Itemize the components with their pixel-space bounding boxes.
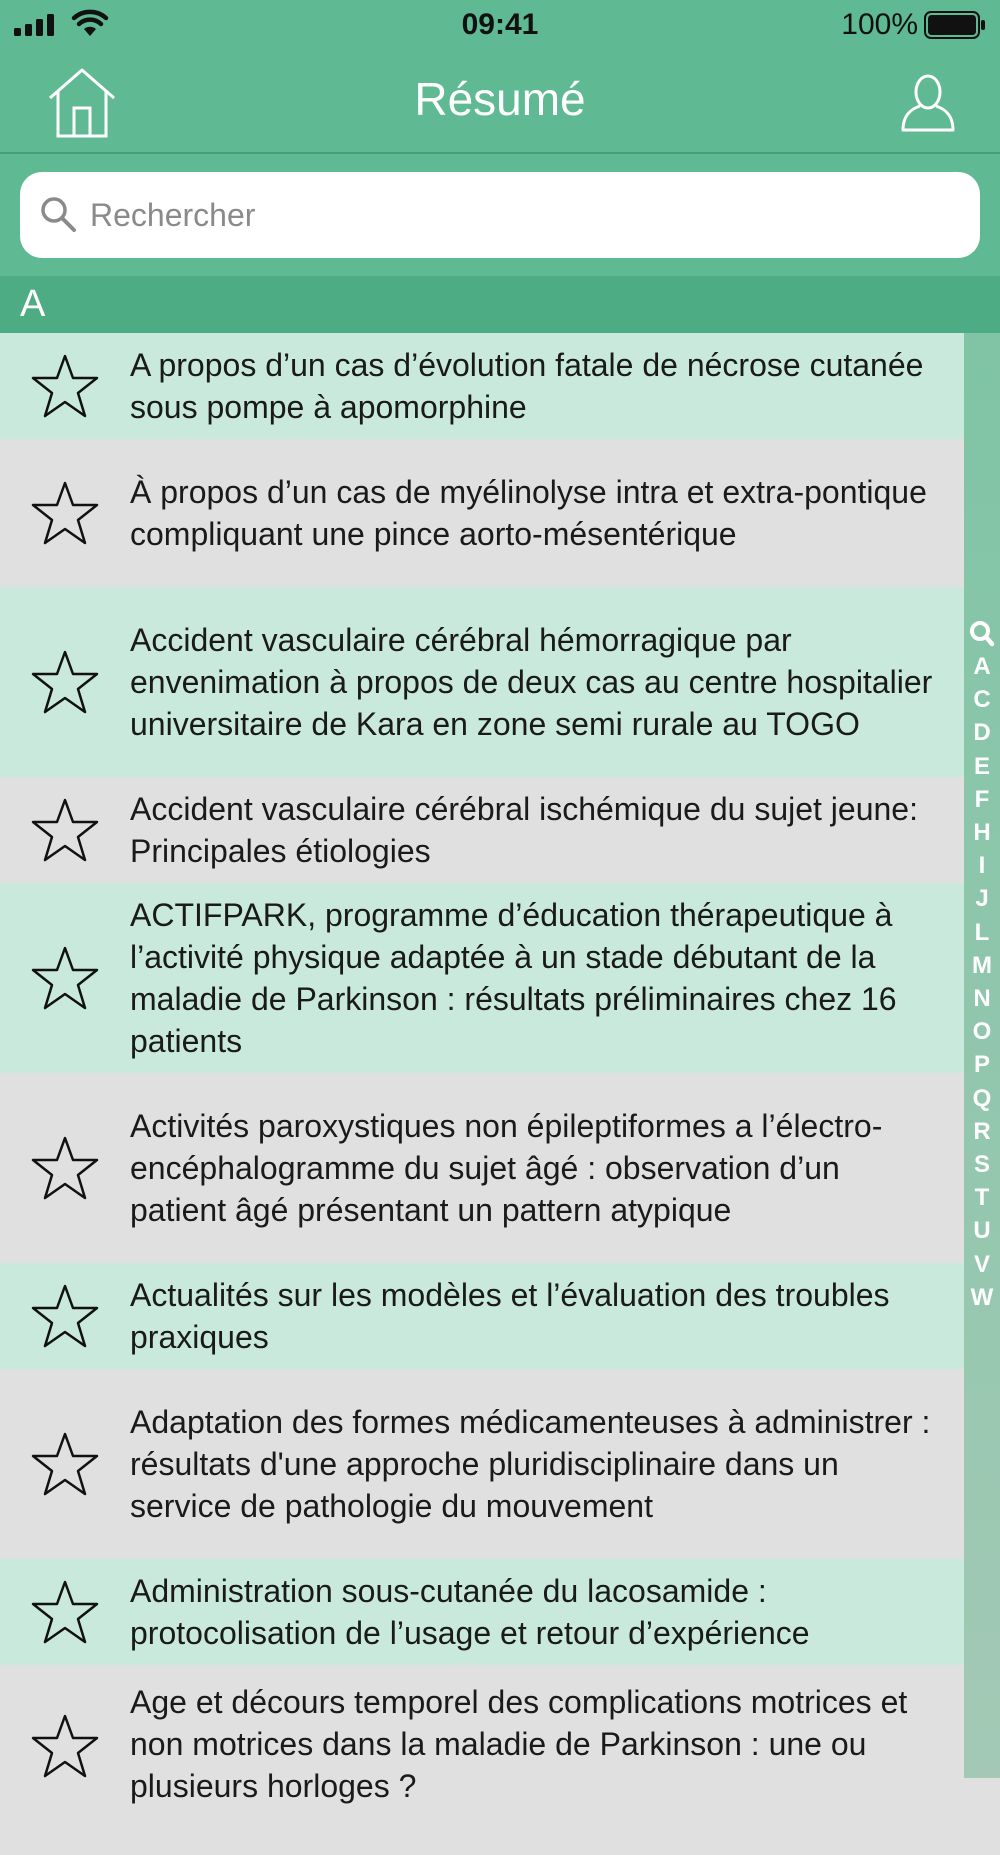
list-item-title: Activités paroxystiques non épileptiformes a l’électro-encéphalogramme du sujet âgé : observation d’un patient âgé présentant un pattern atypique	[130, 1108, 883, 1228]
favorite-star-icon[interactable]	[0, 1681, 130, 1779]
list-item[interactable]	[0, 1665, 964, 1855]
index-letter-s[interactable]: S	[973, 1151, 990, 1179]
index-letter-q[interactable]: Q	[972, 1084, 992, 1112]
index-letter-u[interactable]: U	[973, 1217, 991, 1245]
index-letter-j[interactable]: J	[975, 885, 989, 913]
list-item-title: Actualités sur les modèles et l’évaluation des troubles praxiques	[130, 1277, 890, 1355]
list-item-title: À propos d’un cas de myélinolyse intra et extra-pontique compliquant une pince aorto-mésentérique	[130, 474, 927, 552]
index-letter-i[interactable]: I	[978, 852, 986, 880]
battery-icon	[924, 11, 986, 39]
favorite-star-icon[interactable]	[0, 1135, 130, 1201]
index-letter-o[interactable]: O	[972, 1018, 992, 1046]
abstract-list	[0, 333, 964, 1804]
alphabet-index-list	[964, 617, 1000, 1314]
index-letter-f[interactable]: F	[974, 785, 990, 813]
list-item-title: Administration sous-cutanée du lacosamide : protocolisation de l’usage et retour d’expérience	[130, 1573, 810, 1651]
index-letter-n[interactable]: N	[973, 985, 991, 1013]
favorite-star-icon[interactable]	[0, 797, 130, 863]
favorite-star-icon[interactable]	[0, 1283, 130, 1349]
list-item[interactable]	[0, 1073, 964, 1263]
app-header	[0, 0, 1000, 333]
status-bar	[0, 0, 1000, 52]
search-bar	[20, 172, 980, 258]
list-item[interactable]	[0, 439, 964, 587]
list-item[interactable]	[0, 883, 964, 1073]
index-letter-h[interactable]: H	[973, 819, 991, 847]
favorite-star-icon[interactable]	[0, 353, 130, 419]
list-item-title: A propos d’un cas d’évolution fatale de nécrose cutanée sous pompe à apomorphine	[130, 347, 924, 425]
list-item[interactable]	[0, 1369, 964, 1559]
list-item-title: Adaptation des formes médicamenteuses à administrer : résultats d'une approche pluridisciplinaire dans un service de pathologie du mouvement	[130, 1404, 931, 1524]
index-letter-e[interactable]: E	[973, 752, 990, 780]
list-item[interactable]	[0, 587, 964, 777]
status-time: 09:41	[461, 8, 539, 41]
search-input[interactable]	[90, 172, 950, 258]
index-letter-a[interactable]: A	[973, 653, 991, 680]
list-item[interactable]	[0, 1263, 964, 1369]
index-letter-w[interactable]: W	[970, 1283, 994, 1311]
list-item-title: Accident vasculaire cérébral hémorragique par envenimation à propos de deux cas au centre hospitalier universitaire de Kara en zone semi rurale au TOGO	[130, 622, 933, 742]
list-item[interactable]	[0, 1559, 964, 1665]
index-letter-d[interactable]: D	[973, 719, 991, 747]
page-title: Résumé	[414, 73, 586, 125]
favorite-star-icon[interactable]	[0, 945, 130, 1011]
alphabet-index-bar[interactable]	[964, 333, 1000, 1778]
list-item-title: ACTIFPARK, programme d’éducation thérapeutique à l’activité physique adaptée à un stade débutant de la maladie de Parkinson : résultats préliminaires chez 16 patients	[130, 897, 897, 1059]
list-item[interactable]	[0, 333, 964, 439]
section-header-a: A	[0, 276, 1000, 333]
favorite-star-icon[interactable]	[0, 480, 130, 546]
favorite-star-icon[interactable]	[0, 649, 130, 715]
index-letter-m[interactable]: M	[972, 951, 992, 979]
search-icon	[38, 194, 78, 234]
index-letter-v[interactable]: V	[973, 1250, 990, 1278]
user-profile-icon[interactable]	[900, 72, 956, 134]
index-letter-r[interactable]: R	[973, 1117, 991, 1145]
favorite-star-icon[interactable]	[0, 1579, 130, 1645]
index-letter-l[interactable]: L	[974, 918, 990, 946]
index-search-icon[interactable]	[964, 617, 1000, 650]
battery-percentage: 100%	[841, 8, 918, 41]
search-field-container	[20, 172, 980, 258]
index-letter-c[interactable]: C	[973, 686, 991, 714]
list-item[interactable]	[0, 777, 964, 883]
navigation-bar	[0, 52, 1000, 154]
favorite-star-icon[interactable]	[0, 1431, 130, 1497]
index-letter-t[interactable]: T	[974, 1184, 990, 1212]
list-item-title: Accident vasculaire cérébral ischémique du sujet jeune: Principales étiologies	[130, 791, 918, 869]
list-item-title: Age et décours temporel des complications motrices et non motrices dans la maladie de Parkinson : une ou plusieurs horloges ?	[130, 1684, 908, 1804]
index-letter-p[interactable]: P	[973, 1051, 990, 1079]
